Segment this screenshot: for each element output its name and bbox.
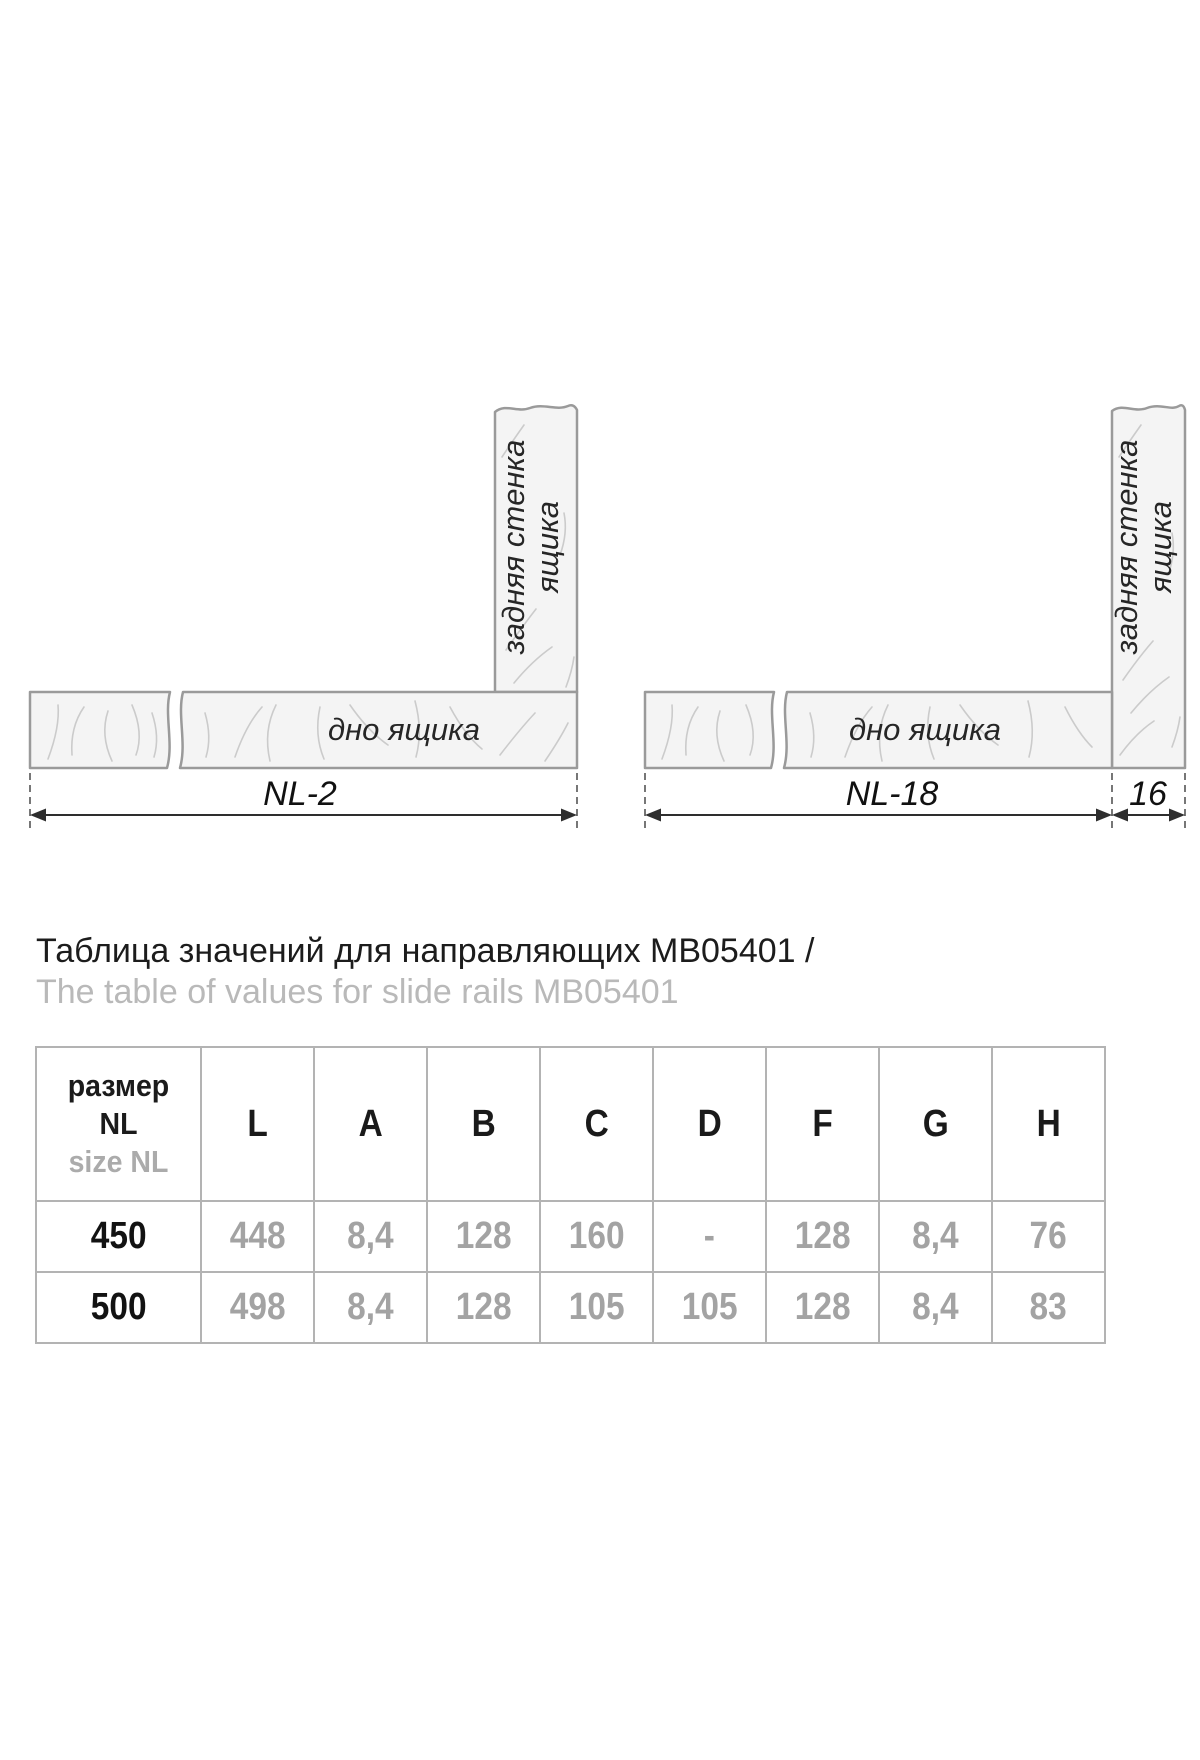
table-header-row [36,1047,1105,1201]
section-title-ru: Таблица значений для направляющих МВ05401 / [36,932,815,970]
column-letter: H [1036,1102,1061,1145]
header-size-ru: размер [67,1068,170,1103]
column-letter: B [471,1102,496,1145]
column-letter: L [247,1102,268,1145]
section-titles [36,931,814,1013]
back-wall-label-line1: задняя стенка [496,439,531,655]
value-cell-F [766,1201,879,1272]
value-cell-H [992,1201,1105,1272]
value: 128 [455,1215,512,1257]
table-row-500 [36,1272,1105,1343]
dimension-nl18 [645,773,1185,832]
header-size-nl: NL [99,1106,138,1141]
header-col-C [540,1047,653,1201]
back-wall-board [495,405,577,692]
value-cell-L [201,1201,314,1272]
arrow-left-icon [30,809,46,822]
value-cell-B [427,1272,540,1343]
header-col-F [766,1047,879,1201]
value: 8,4 [347,1286,394,1328]
header-col-G [879,1047,992,1201]
back-wall-label-line2: ящика [1143,500,1178,594]
bottom-board-label: дно ящика [327,712,481,747]
value: 105 [568,1286,625,1328]
bottom-board-left-piece [645,692,774,768]
arrow-left-icon [1112,809,1128,822]
back-wall-label-line1: задняя стенка [1109,439,1144,655]
value: 128 [455,1286,512,1328]
size-cell [36,1201,201,1272]
column-letter: C [584,1102,609,1145]
arrow-right-icon [1096,809,1112,822]
value: - [703,1215,716,1257]
arrow-right-icon [1169,809,1185,822]
value-cell-C [540,1201,653,1272]
value-cell-F [766,1272,879,1343]
size-value: 500 [90,1286,147,1328]
table-row-450 [36,1201,1105,1272]
dimension-label-nl2: NL-2 [263,775,337,813]
value-cell-G [879,1272,992,1343]
dimension-nl2 [30,773,577,832]
value: 448 [229,1215,286,1257]
size-value: 450 [90,1215,147,1257]
dimension-label-16: 16 [1129,775,1167,813]
column-letter: G [922,1102,949,1145]
value-cell-A [314,1201,427,1272]
header-size-cell [36,1047,201,1201]
value-cell-L [201,1272,314,1343]
left-diagram [20,395,590,840]
value-cell-A [314,1272,427,1343]
header-col-D [653,1047,766,1201]
arrow-right-icon [561,809,577,822]
value-cell-D [653,1272,766,1343]
value-cell-D [653,1201,766,1272]
column-letter: D [697,1102,722,1145]
header-col-B [427,1047,540,1201]
dimension-label-nl18: NL-18 [845,775,939,813]
value: 105 [681,1286,738,1328]
value: 8,4 [347,1215,394,1257]
back-wall-board [1109,405,1185,768]
value: 76 [1029,1215,1068,1257]
back-wall-label-line2: ящика [530,500,565,594]
arrow-left-icon [645,809,661,822]
header-col-H [992,1047,1105,1201]
column-letter: F [812,1102,833,1145]
header-col-A [314,1047,427,1201]
header-col-L [201,1047,314,1201]
value-cell-H [992,1272,1105,1343]
value: 8,4 [912,1286,959,1328]
column-letter: A [358,1102,383,1145]
right-diagram [620,395,1200,840]
value: 160 [568,1215,625,1257]
bottom-board [30,692,577,768]
values-table [35,1046,1106,1344]
value-cell-B [427,1201,540,1272]
value: 128 [794,1215,851,1257]
bottom-board [645,692,1112,768]
size-cell [36,1272,201,1343]
dimension-16 [1112,775,1185,822]
value: 8,4 [912,1215,959,1257]
value: 83 [1029,1286,1068,1328]
value: 128 [794,1286,851,1328]
bottom-board-left-piece [30,692,170,768]
value-cell-C [540,1272,653,1343]
section-title-en: The table of values for slide rails MB05401 [36,973,679,1011]
bottom-board-label: дно ящика [848,712,1002,747]
value: 498 [229,1286,286,1328]
value-cell-G [879,1201,992,1272]
header-size-en: size NL [68,1144,169,1179]
